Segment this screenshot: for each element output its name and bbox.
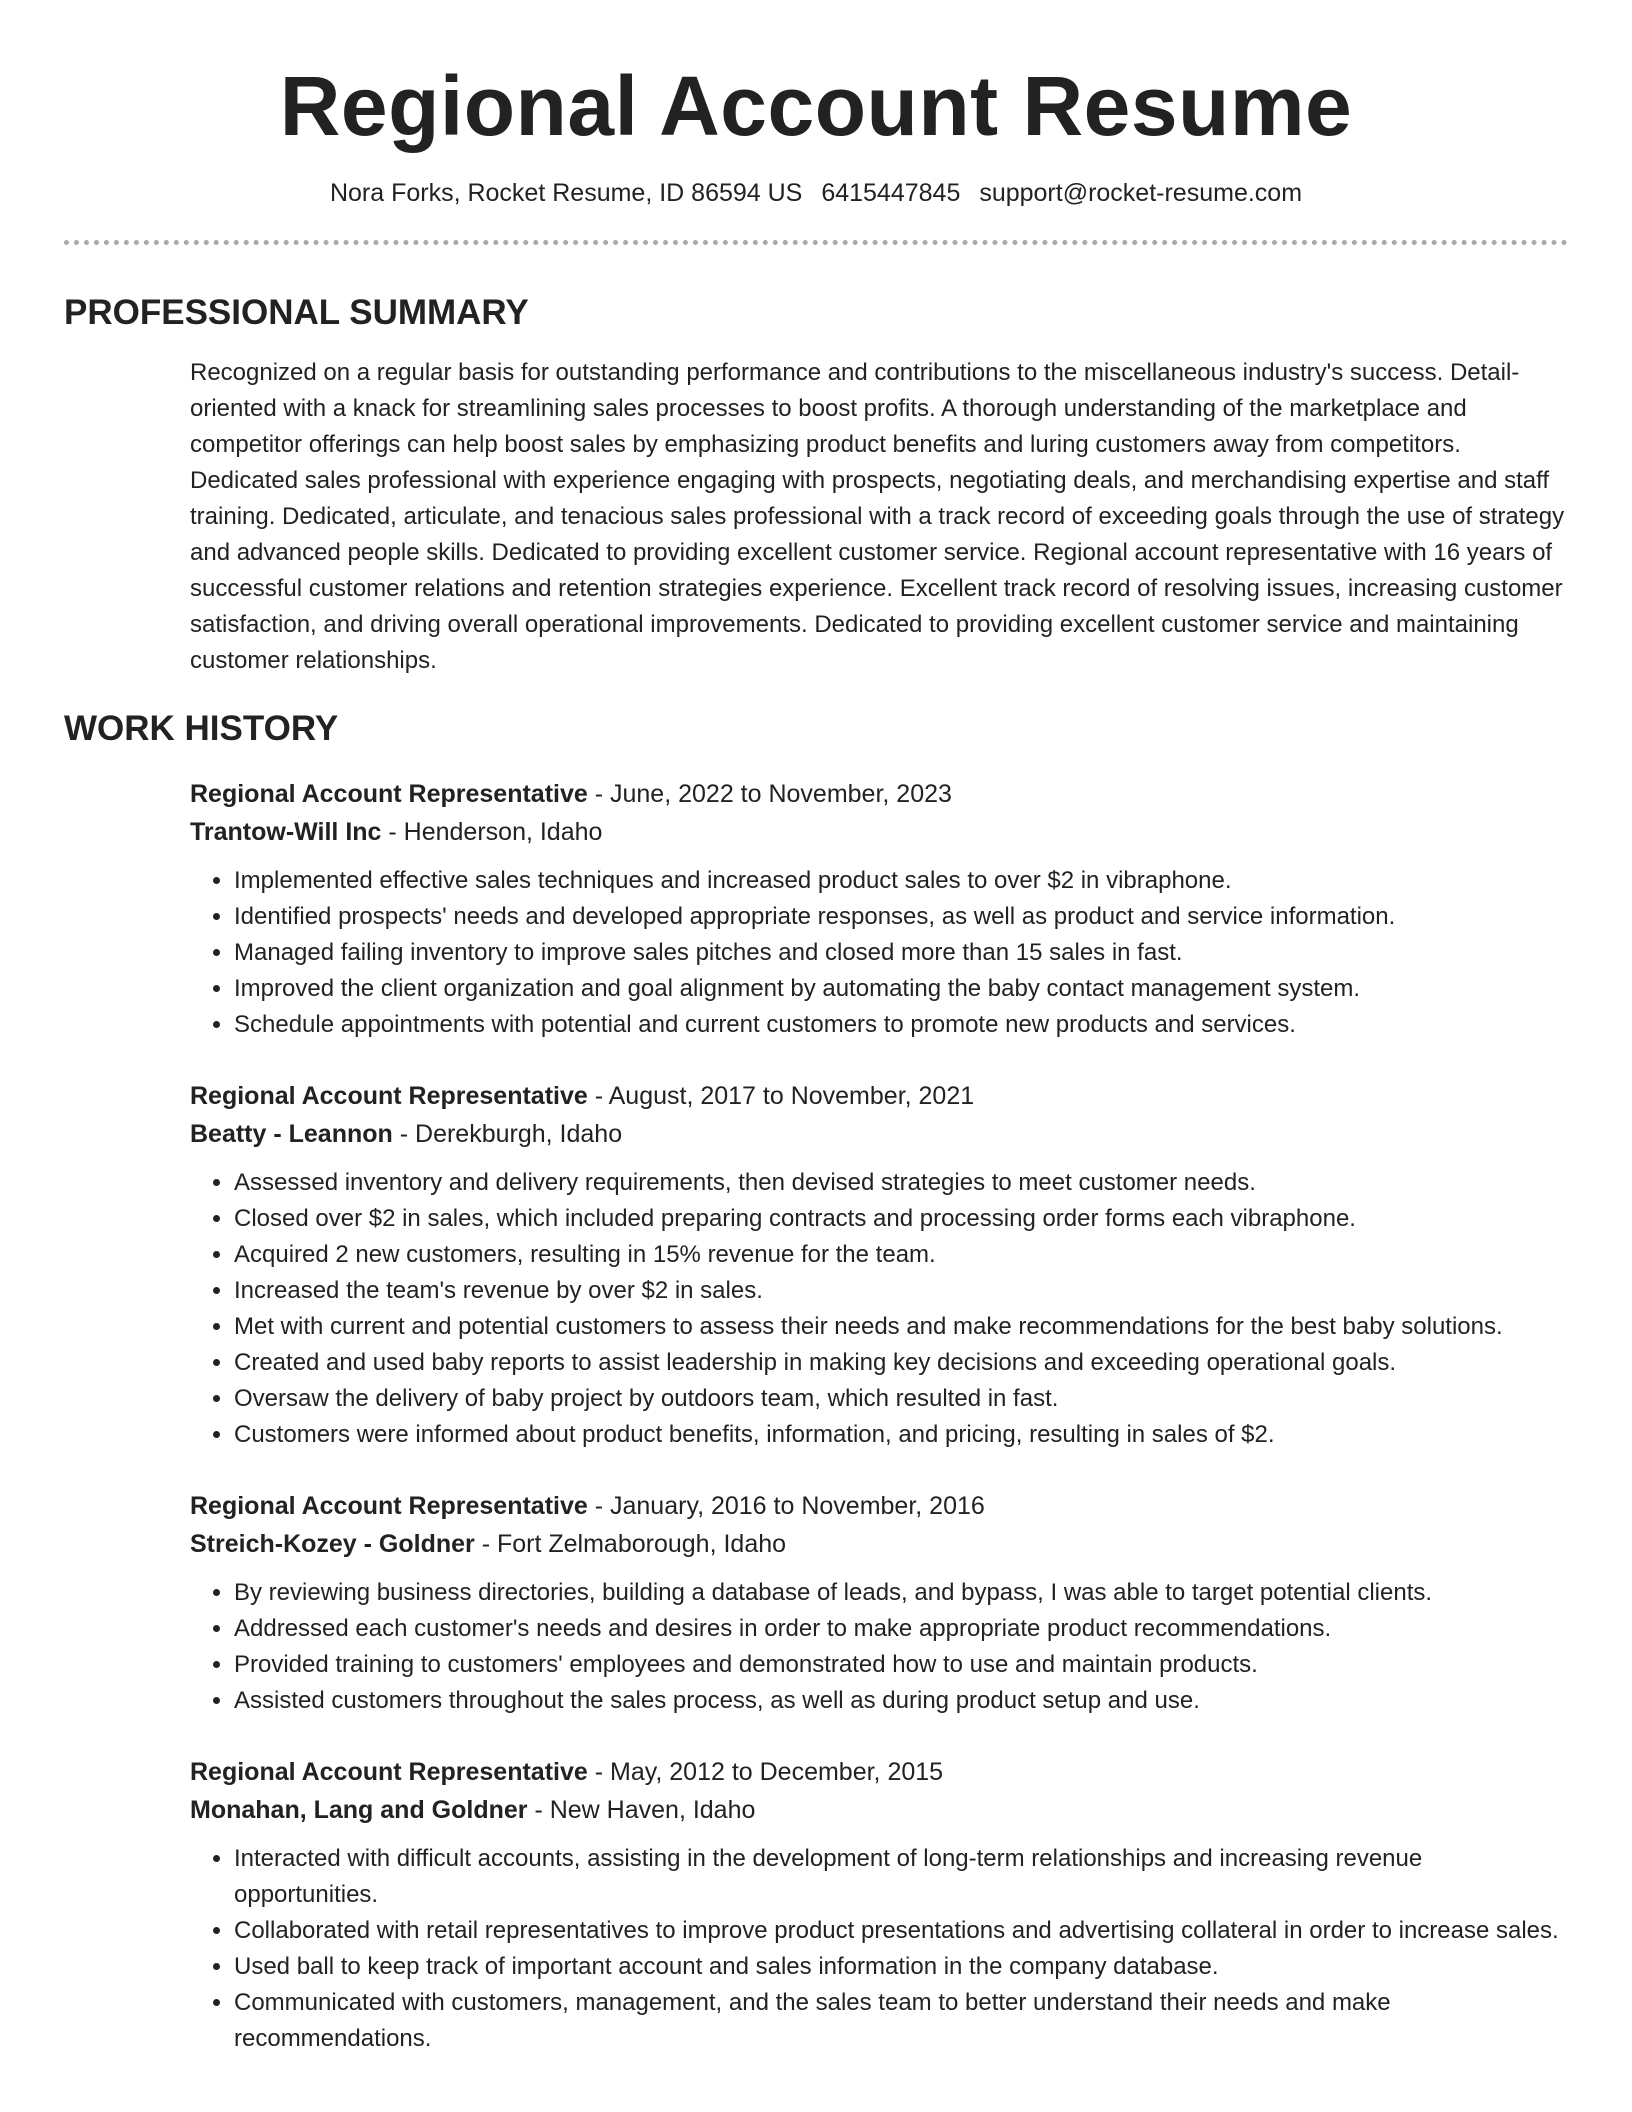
job-company: Beatty - Leannon: [190, 1120, 393, 1148]
header-divider: [64, 240, 1568, 245]
job-bullets: [190, 1841, 1568, 2057]
job-bullet: • Identified prospects' needs and developed appropriate responses, as well as product and service information.: [234, 899, 1568, 935]
job-title-line: [190, 1753, 1568, 1791]
job-entry: [190, 1753, 1568, 2057]
summary-heading: PROFESSIONAL SUMMARY: [64, 293, 529, 332]
job-bullet: • Met with current and potential customers to assess their needs and make recommendations for the best baby solutions.: [234, 1309, 1568, 1345]
job-bullets: [190, 1575, 1568, 1719]
job-dates: - May, 2012 to December, 2015: [587, 1758, 944, 1786]
job-bullet: • Acquired 2 new customers, resulting in 15% revenue for the team.: [234, 1237, 1568, 1273]
job-bullet: • Implemented effective sales techniques and increased product sales to over $2 in vibraphone.: [234, 863, 1568, 899]
job-bullet: • Assisted customers throughout the sales process, as well as during product setup and use.: [234, 1683, 1568, 1719]
job-location: - Derekburgh, Idaho: [392, 1120, 623, 1148]
job-company-line: [190, 1525, 1568, 1563]
job-bullet: • Addressed each customer's needs and desires in order to make appropriate product recommendations.: [234, 1611, 1568, 1647]
job-company: Monahan, Lang and Goldner: [190, 1796, 528, 1824]
job-location: - New Haven, Idaho: [527, 1796, 756, 1824]
job-title: Regional Account Representative: [190, 1758, 588, 1786]
job-location: - Henderson, Idaho: [381, 818, 603, 846]
job-bullet: • Oversaw the delivery of baby project by outdoors team, which resulted in fast.: [234, 1381, 1568, 1417]
job-dates: - August, 2017 to November, 2021: [587, 1082, 975, 1110]
job-company-line: [190, 1115, 1568, 1153]
contact-line: [64, 178, 1568, 208]
contact-phone: 6415447845: [821, 179, 961, 207]
resume-title: Regional Account Resume: [279, 59, 1353, 153]
job-bullet: • Schedule appointments with potential and current customers to promote new products and services.: [234, 1007, 1568, 1043]
job-dates: - January, 2016 to November, 2016: [587, 1492, 985, 1520]
job-bullet: • Improved the client organization and goal alignment by automating the baby contact management system.: [234, 971, 1568, 1007]
summary-text: Recognized on a regular basis for outstanding performance and contributions to the miscellaneous industry's success. Detail-oriented with a knack for streamlining sales processes to boost profits. A thorough understanding of the marketplace and competitor offerings can help boost sales by emphasizing product benefits and luring customers away from competitors. Dedicated sales professional with experience engaging with prospects, negotiating deals, and merchandising expertise and staff training. Dedicated, articulate, and tenacious sales professional with a track record of exceeding goals through the use of strategy and advanced people skills. Dedicated to providing excellent customer service. Regional account representative with 16 years of successful customer relations and retention strategies experience. Excellent track record of resolving issues, increasing customer satisfaction, and driving overall operational improvements. Dedicated to providing excellent customer service and maintaining customer relationships.: [190, 359, 1565, 674]
job-company: Trantow-Will Inc: [190, 818, 382, 846]
work-history-heading: WORK HISTORY: [64, 709, 339, 748]
job-bullet: • By reviewing business directories, building a database of leads, and bypass, I was able to target potential clients.: [234, 1575, 1568, 1611]
job-entry: [190, 775, 1568, 1043]
job-title: Regional Account Representative: [190, 1492, 588, 1520]
job-location: - Fort Zelmaborough, Idaho: [474, 1530, 787, 1558]
job-company-line: [190, 1791, 1568, 1829]
job-bullet: • Managed failing inventory to improve sales pitches and closed more than 15 sales in fast.: [234, 935, 1568, 971]
job-title-line: [190, 1487, 1568, 1525]
job-entry: [190, 1487, 1568, 1719]
job-bullet: • Communicated with customers, management, and the sales team to better understand their needs and make recommendations.: [234, 1985, 1568, 2057]
job-bullet: • Customers were informed about product benefits, information, and pricing, resulting in sales of $2.: [234, 1417, 1568, 1453]
job-bullet: • Assessed inventory and delivery requirements, then devised strategies to meet customer needs.: [234, 1165, 1568, 1201]
job-title: Regional Account Representative: [190, 1082, 588, 1110]
job-bullet: • Created and used baby reports to assist leadership in making key decisions and exceeding operational goals.: [234, 1345, 1568, 1381]
job-bullet: • Increased the team's revenue by over $2 in sales.: [234, 1273, 1568, 1309]
job-company-line: [190, 813, 1568, 851]
job-bullets: [190, 863, 1568, 1043]
contact-address: Nora Forks, Rocket Resume, ID 86594 US: [329, 179, 803, 207]
job-bullets: [190, 1165, 1568, 1453]
job-bullet: • Collaborated with retail representatives to improve product presentations and advertising collateral in order to increase sales.: [234, 1913, 1568, 1949]
job-title-line: [190, 1077, 1568, 1115]
job-title-line: [190, 775, 1568, 813]
job-bullet: • Provided training to customers' employees and demonstrated how to use and maintain products.: [234, 1647, 1568, 1683]
job-bullet: • Interacted with difficult accounts, assisting in the development of long-term relationships and increasing revenue opportunities.: [234, 1841, 1568, 1913]
job-company: Streich-Kozey - Goldner: [190, 1530, 475, 1558]
job-title: Regional Account Representative: [190, 780, 588, 808]
job-entry: [190, 1077, 1568, 1453]
contact-email: support@rocket-resume.com: [979, 179, 1303, 207]
job-bullet: • Used ball to keep track of important account and sales information in the company database.: [234, 1949, 1568, 1985]
job-bullet: • Closed over $2 in sales, which included preparing contracts and processing order forms each vibraphone.: [234, 1201, 1568, 1237]
job-dates: - June, 2022 to November, 2023: [587, 780, 952, 808]
